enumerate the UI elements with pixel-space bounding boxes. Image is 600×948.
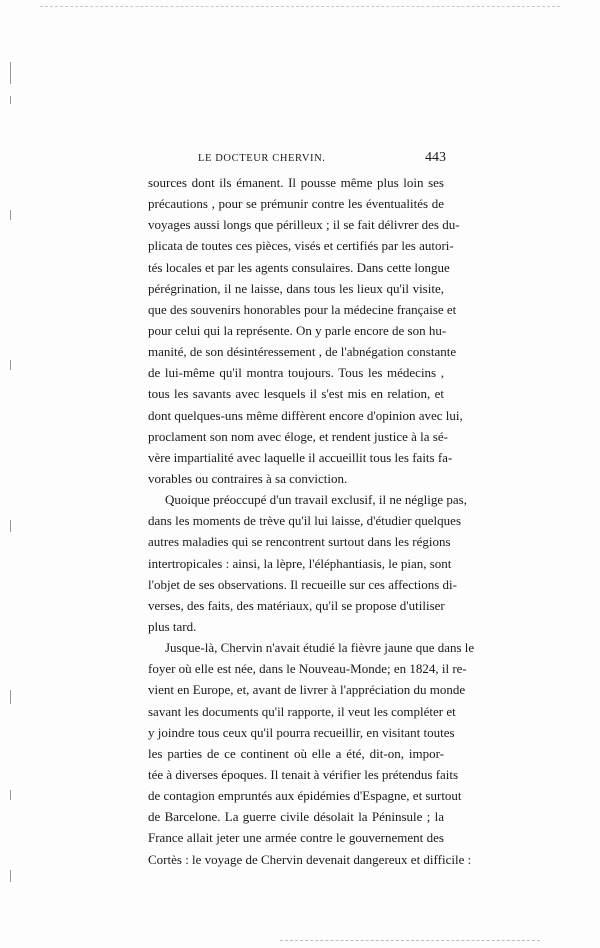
text-line: dont quelques-uns même diffèrent encore d'opinion avec lui,	[148, 407, 463, 423]
text-line: voyages aussi longs que périlleux ; il se fait délivrer des du-	[148, 217, 460, 233]
text-line: plicata de toutes ces pièces, visés et certifiés par les autori-	[148, 238, 454, 254]
page-number: 443	[425, 150, 446, 165]
text-line: les parties de ce continent où elle a été, dit-on, impor-	[148, 745, 444, 761]
text-line: France allait jeter une armée contre le gouvernement des	[148, 830, 444, 846]
text-line: pour celui qui la représente. On y parle encore de son hu-	[148, 322, 447, 338]
text-line: foyer où elle est née, dans le Nouveau-Monde; en 1824, il re-	[148, 661, 467, 677]
text-line: sources dont ils émanent. Il pousse même plus loin ses	[148, 175, 444, 190]
text-line: pérégrination, il ne laisse, dans tous les lieux qu'il visite,	[148, 280, 444, 296]
text-line: tée à diverses époques. Il tenait à vérifier les prétendus faits	[148, 766, 459, 782]
paragraph	[148, 172, 463, 489]
text-line: Cortès : le voyage de Chervin devenait dangereux et difficile :	[148, 851, 472, 867]
text-line: que des souvenirs honorables pour la médecine française et	[148, 301, 457, 317]
body-text	[148, 172, 475, 870]
running-head	[198, 150, 446, 170]
text-line: précautions , pour se prémunir contre les éventualités de	[148, 196, 444, 212]
text-line: tés locales et par les agents consulaires. Dans cette longue	[148, 259, 450, 275]
text-line: autres maladies qui se rencontrent surtout dans les régions	[148, 534, 451, 550]
text-line: dans les moments de trève qu'il lui laisse, d'étudier quelques	[148, 513, 462, 529]
margin-mark	[10, 96, 11, 104]
text-line: Quoique préoccupé d'un travail exclusif, il ne néglige pas,	[165, 492, 467, 508]
text-line: l'objet de ses observations. Il recueille sur ces affections di-	[148, 576, 457, 592]
paragraph	[148, 637, 475, 870]
paragraph	[148, 489, 467, 637]
text-line: Jusque-là, Chervin n'avait étudié la fièvre jaune que dans le	[165, 640, 475, 656]
text-line: plus tard.	[148, 618, 197, 634]
text-line: tous les savants avec lesquels il s'est mis en relation, et	[148, 386, 444, 402]
text-line: y joindre tous ceux qu'il pourra recueillir, en visitant toutes	[148, 724, 455, 740]
bottom-edge-rule	[280, 940, 540, 941]
text-line: vient en Europe, et, avant de livrer à l'appréciation du monde	[148, 682, 466, 698]
margin-mark	[10, 870, 11, 882]
margin-mark	[10, 790, 11, 800]
text-line: verses, des faits, des matériaux, qu'il se propose d'utiliser	[148, 597, 445, 613]
top-edge-rule	[40, 6, 560, 7]
text-line: de lui-même qu'il montra toujours. Tous les médecins ,	[148, 365, 444, 381]
text-line: vère impartialité avec laquelle il accueillit tous les faits fa-	[148, 449, 453, 465]
margin-mark	[10, 62, 11, 84]
running-title: LE DOCTEUR CHERVIN.	[198, 153, 326, 164]
text-line: de contagion empruntés aux épidémies d'Espagne, et surtout	[148, 788, 462, 804]
margin-mark	[10, 690, 11, 704]
margin-mark	[10, 360, 11, 370]
text-line: proclament son nom avec éloge, et rendent justice à la sé-	[148, 428, 448, 444]
margin-mark	[10, 520, 11, 532]
text-line: de Barcelone. La guerre civile désolait la Péninsule ; la	[148, 809, 444, 825]
text-line: manité, de son désintéressement , de l'abnégation constante	[148, 344, 457, 360]
text-line: savant les documents qu'il rapporte, il veut les compléter et	[148, 703, 456, 719]
margin-mark	[10, 210, 11, 220]
text-line: vorables ou contraires à sa conviction.	[148, 470, 348, 486]
text-line: intertropicales : ainsi, la lèpre, l'éléphantiasis, le pian, sont	[148, 555, 452, 571]
